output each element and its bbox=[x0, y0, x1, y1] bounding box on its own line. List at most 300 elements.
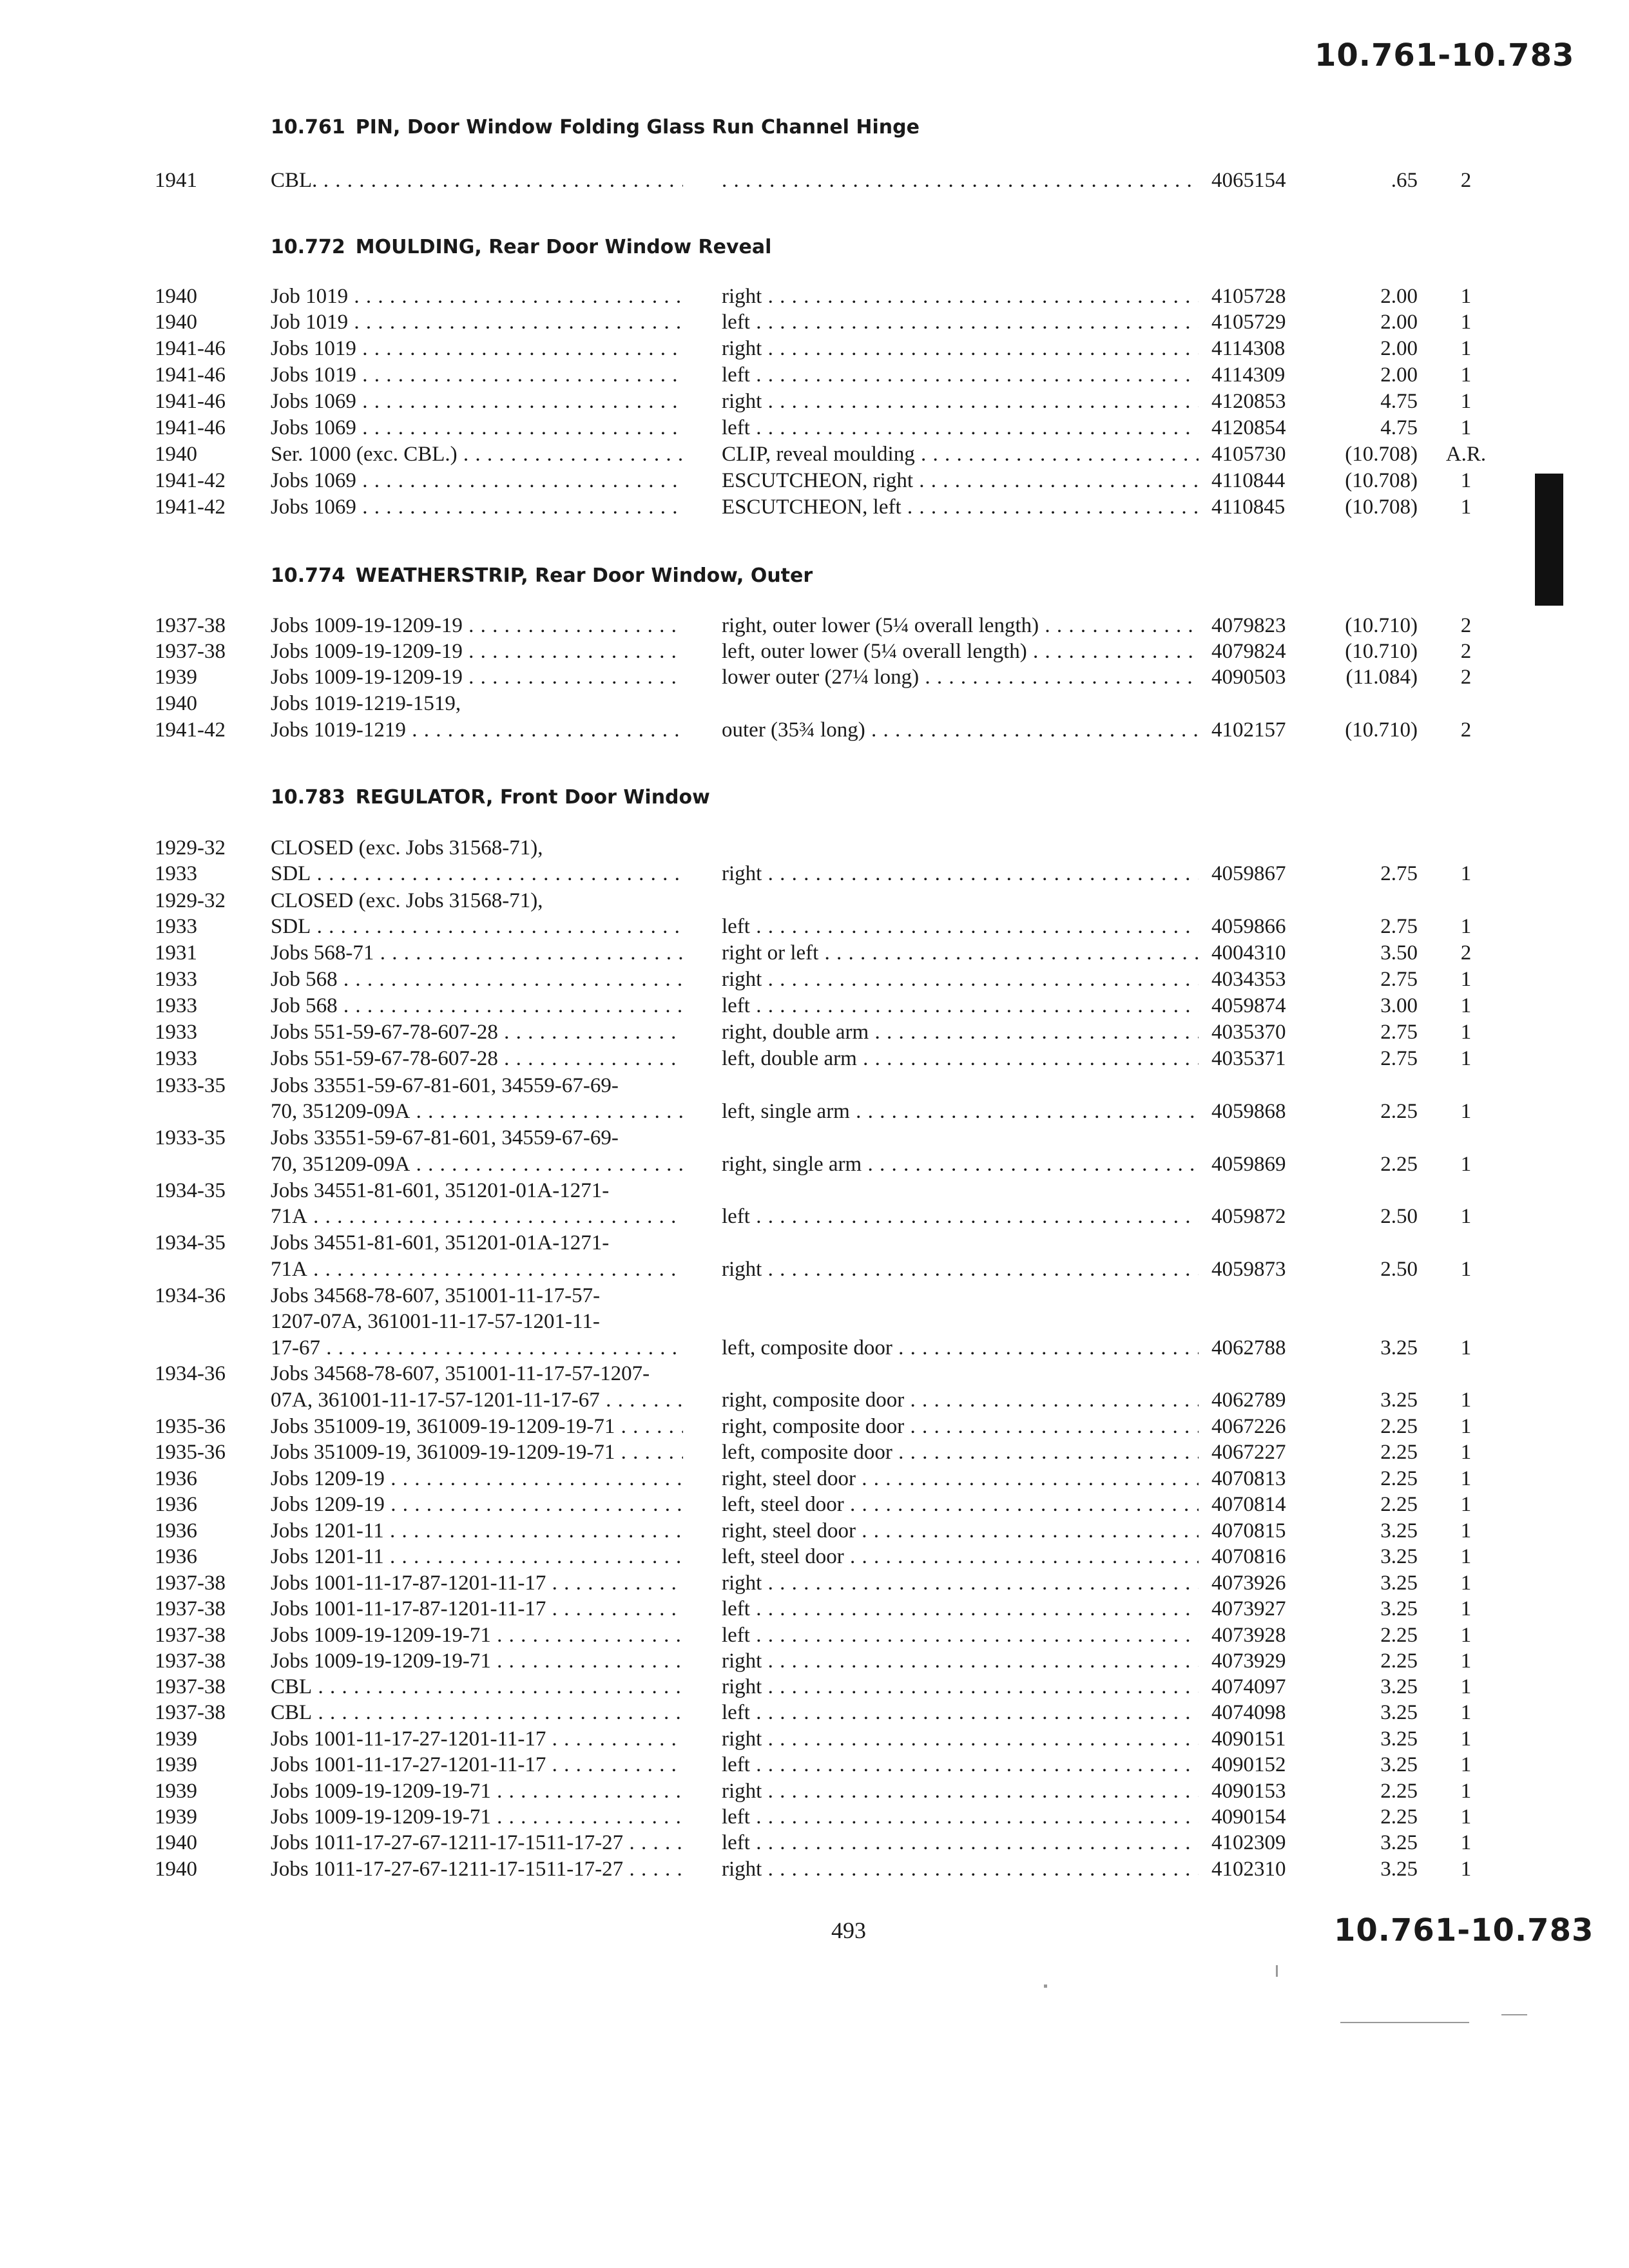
parts-row bbox=[0, 311, 1629, 336]
part-position: left . . . bbox=[722, 416, 1199, 440]
list-price: (10.710) bbox=[1345, 640, 1418, 663]
list-price: 2.25 bbox=[1380, 1780, 1418, 1803]
part-position: CLIP, reveal moulding . . . bbox=[722, 443, 1199, 466]
quantity: 2 bbox=[1460, 640, 1472, 663]
section-heading bbox=[271, 236, 771, 258]
model-year: 1934-35 bbox=[155, 1231, 226, 1254]
part-number: 4090153 bbox=[1211, 1780, 1286, 1803]
model-year: 1936 bbox=[155, 1493, 197, 1516]
body-description: Jobs 1209-19 . . . bbox=[271, 1493, 683, 1517]
parts-row bbox=[0, 1780, 1629, 1805]
quantity: 1 bbox=[1460, 1519, 1472, 1542]
parts-row bbox=[0, 1675, 1629, 1701]
parts-row bbox=[0, 889, 1629, 915]
part-number: 4079823 bbox=[1211, 614, 1286, 637]
part-number: 4070814 bbox=[1211, 1493, 1286, 1516]
quantity: 2 bbox=[1460, 614, 1472, 637]
part-position: right . . . bbox=[722, 1258, 1199, 1282]
list-price: 3.50 bbox=[1380, 941, 1418, 965]
body-description: Jobs 551-59-67-78-607-28 . . . bbox=[271, 1047, 683, 1071]
part-position: left . . . bbox=[722, 1753, 1199, 1777]
body-description: Jobs 1009-19-1209-19-71 . . . bbox=[271, 1624, 683, 1648]
model-year: 1936 bbox=[155, 1467, 197, 1490]
model-year: 1940 bbox=[155, 311, 197, 334]
part-number: 4073928 bbox=[1211, 1624, 1286, 1647]
part-number: 4067226 bbox=[1211, 1415, 1286, 1438]
body-description: Jobs 568-71 . . . bbox=[271, 941, 683, 965]
model-year: 1934-35 bbox=[155, 1179, 226, 1202]
part-number: 4073926 bbox=[1211, 1571, 1286, 1595]
part-number: 4074098 bbox=[1211, 1701, 1286, 1724]
model-year: 1937-38 bbox=[155, 1597, 226, 1620]
parts-row bbox=[0, 1126, 1629, 1152]
body-description: Jobs 1069 . . . bbox=[271, 469, 683, 493]
list-price: 3.00 bbox=[1380, 994, 1418, 1017]
list-price: 2.50 bbox=[1380, 1258, 1418, 1281]
parts-row bbox=[0, 1441, 1629, 1466]
part-position: left . . . bbox=[722, 1624, 1199, 1648]
parts-row bbox=[0, 1021, 1629, 1046]
part-position: left . . . bbox=[722, 915, 1199, 939]
parts-row bbox=[0, 1649, 1629, 1675]
parts-row bbox=[0, 1805, 1629, 1831]
list-price: (10.708) bbox=[1345, 495, 1418, 519]
part-position: right, composite door . . . bbox=[722, 1415, 1199, 1439]
body-description: Jobs 551-59-67-78-607-28 . . . bbox=[271, 1021, 683, 1044]
body-description: Jobs 1001-11-17-87-1201-11-17 . . . bbox=[271, 1597, 683, 1621]
parts-row bbox=[0, 285, 1629, 311]
list-price: 2.00 bbox=[1380, 337, 1418, 360]
section-title: REGULATOR, Front Door Window bbox=[355, 786, 710, 809]
quantity: 1 bbox=[1460, 1753, 1472, 1776]
parts-row bbox=[0, 1336, 1629, 1362]
body-description: 17-67 . . . bbox=[271, 1336, 683, 1360]
body-description: 71A . . . bbox=[271, 1205, 683, 1229]
model-year: 1933 bbox=[155, 1047, 197, 1070]
parts-row bbox=[0, 718, 1629, 744]
body-description: Jobs 1001-11-17-27-1201-11-17 . . . bbox=[271, 1727, 683, 1751]
quantity: 1 bbox=[1460, 1100, 1472, 1123]
quantity: 1 bbox=[1460, 1675, 1472, 1698]
parts-row bbox=[0, 416, 1629, 442]
list-price: 3.25 bbox=[1380, 1519, 1418, 1542]
body-description: Jobs 34568-78-607, 351001-11-17-57- bbox=[271, 1284, 601, 1307]
part-position: right . . . bbox=[722, 1727, 1199, 1751]
parts-row bbox=[0, 1205, 1629, 1231]
model-year: 1931 bbox=[155, 941, 197, 965]
parts-row bbox=[0, 1074, 1629, 1100]
part-number: 4059868 bbox=[1211, 1100, 1286, 1123]
body-description: Jobs 1009-19-1209-19 . . . bbox=[271, 640, 683, 664]
model-year: 1941-42 bbox=[155, 718, 226, 742]
part-number: 4090151 bbox=[1211, 1727, 1286, 1751]
body-description: Jobs 1069 . . . bbox=[271, 495, 683, 519]
model-year: 1939 bbox=[155, 1753, 197, 1776]
part-number: 4090152 bbox=[1211, 1753, 1286, 1776]
list-price: 2.25 bbox=[1380, 1415, 1418, 1438]
list-price: 4.75 bbox=[1380, 416, 1418, 439]
parts-row bbox=[0, 915, 1629, 941]
parts-row bbox=[0, 1258, 1629, 1283]
parts-row bbox=[0, 862, 1629, 888]
model-year: 1941-42 bbox=[155, 495, 226, 519]
body-description: Job 1019 . . . bbox=[271, 311, 683, 334]
part-number: 4102309 bbox=[1211, 1831, 1286, 1854]
parts-row bbox=[0, 469, 1629, 495]
model-year: 1940 bbox=[155, 285, 197, 308]
body-description: CBL. . . . bbox=[271, 169, 683, 193]
parts-row bbox=[0, 1753, 1629, 1779]
body-description: Jobs 351009-19, 361009-19-1209-19-71 . . . bbox=[271, 1415, 683, 1439]
body-description: Jobs 34568-78-607, 351001-11-17-57-1207- bbox=[271, 1362, 650, 1385]
quantity: 1 bbox=[1460, 1624, 1472, 1647]
part-position: left . . . bbox=[722, 1597, 1199, 1621]
part-number: 4059866 bbox=[1211, 915, 1286, 938]
model-year: 1937-38 bbox=[155, 1624, 226, 1647]
body-description: Jobs 33551-59-67-81-601, 34559-67-69- bbox=[271, 1074, 619, 1097]
body-description: Jobs 1009-19-1209-19 . . . bbox=[271, 614, 683, 638]
model-year: 1929-32 bbox=[155, 889, 226, 912]
part-number: 4062789 bbox=[1211, 1389, 1286, 1412]
page-number: 493 bbox=[831, 1917, 866, 1943]
quantity: 1 bbox=[1460, 1205, 1472, 1228]
parts-row bbox=[0, 1284, 1629, 1310]
part-position: right, composite door . . . bbox=[722, 1389, 1199, 1412]
quantity: 1 bbox=[1460, 1858, 1472, 1881]
body-description: Jobs 34551-81-601, 351201-01A-1271- bbox=[271, 1231, 610, 1254]
quantity: 1 bbox=[1460, 1467, 1472, 1490]
parts-row bbox=[0, 443, 1629, 468]
parts-row bbox=[0, 968, 1629, 994]
parts-row bbox=[0, 614, 1629, 640]
list-price: 2.00 bbox=[1380, 311, 1418, 334]
part-position: left . . . bbox=[722, 311, 1199, 334]
quantity: 1 bbox=[1460, 1831, 1472, 1854]
model-year: 1933 bbox=[155, 994, 197, 1017]
part-position: right, steel door . . . bbox=[722, 1519, 1199, 1543]
model-year: 1934-36 bbox=[155, 1284, 226, 1307]
model-year: 1937-38 bbox=[155, 1701, 226, 1724]
part-number: 4059867 bbox=[1211, 862, 1286, 885]
list-price: 4.75 bbox=[1380, 390, 1418, 413]
body-description: Jobs 33551-59-67-81-601, 34559-67-69- bbox=[271, 1126, 619, 1149]
parts-row bbox=[0, 1153, 1629, 1178]
body-description: SDL . . . bbox=[271, 915, 683, 939]
quantity: 1 bbox=[1460, 1780, 1472, 1803]
quantity: 1 bbox=[1460, 1153, 1472, 1176]
quantity: 1 bbox=[1460, 390, 1472, 413]
part-number: 4035370 bbox=[1211, 1021, 1286, 1044]
model-year: 1933 bbox=[155, 1021, 197, 1044]
model-year: 1941-46 bbox=[155, 363, 226, 387]
part-position: right . . . bbox=[722, 968, 1199, 992]
parts-row bbox=[0, 1545, 1629, 1571]
list-price: 3.25 bbox=[1380, 1753, 1418, 1776]
part-position: right . . . bbox=[722, 862, 1199, 886]
quantity: 1 bbox=[1460, 1493, 1472, 1516]
model-year: 1933-35 bbox=[155, 1126, 226, 1149]
part-number: 4034353 bbox=[1211, 968, 1286, 991]
quantity: 2 bbox=[1460, 169, 1472, 192]
list-price: 3.25 bbox=[1380, 1597, 1418, 1620]
part-position: lower outer (27¼ long) . . . bbox=[722, 666, 1199, 689]
part-number: 4090154 bbox=[1211, 1805, 1286, 1829]
list-price: 3.25 bbox=[1380, 1389, 1418, 1412]
section-heading bbox=[271, 116, 920, 139]
model-year: 1929-32 bbox=[155, 836, 226, 860]
parts-row bbox=[0, 640, 1629, 666]
body-description: CBL . . . bbox=[271, 1675, 683, 1699]
quantity: 1 bbox=[1460, 1389, 1472, 1412]
part-number: 4035371 bbox=[1211, 1047, 1286, 1070]
section-heading bbox=[271, 564, 813, 587]
list-price: 3.25 bbox=[1380, 1727, 1418, 1751]
part-position: left, steel door . . . bbox=[722, 1493, 1199, 1517]
section-code: 10.772 bbox=[271, 236, 345, 258]
part-position: left . . . bbox=[722, 994, 1199, 1018]
model-year: 1939 bbox=[155, 666, 197, 689]
part-number: 4105730 bbox=[1211, 443, 1286, 466]
part-position: right or left . . . bbox=[722, 941, 1199, 965]
body-description: Jobs 1011-17-27-67-1211-17-1511-17-27 . . . bbox=[271, 1831, 683, 1855]
body-description: Job 568 . . . bbox=[271, 968, 683, 992]
part-number: 4070815 bbox=[1211, 1519, 1286, 1542]
body-description: 71A . . . bbox=[271, 1258, 683, 1282]
quantity: 1 bbox=[1460, 469, 1472, 492]
part-position: right . . . bbox=[722, 1675, 1199, 1699]
part-number: 4074097 bbox=[1211, 1675, 1286, 1698]
model-year: 1933 bbox=[155, 862, 197, 885]
parts-row bbox=[0, 1831, 1629, 1857]
list-price: (10.710) bbox=[1345, 718, 1418, 742]
list-price: .65 bbox=[1391, 169, 1418, 192]
body-description: Jobs 1019 . . . bbox=[271, 337, 683, 361]
quantity: 1 bbox=[1460, 1441, 1472, 1464]
part-position: right, steel door . . . bbox=[722, 1467, 1199, 1491]
list-price: 3.25 bbox=[1380, 1858, 1418, 1881]
part-number: 4110844 bbox=[1211, 469, 1286, 492]
quantity: 1 bbox=[1460, 994, 1472, 1017]
quantity: 1 bbox=[1460, 1597, 1472, 1620]
list-price: 2.25 bbox=[1380, 1649, 1418, 1673]
model-year: 1941-46 bbox=[155, 390, 226, 413]
model-year: 1937-38 bbox=[155, 1649, 226, 1673]
list-price: 2.75 bbox=[1380, 915, 1418, 938]
part-number: 4059874 bbox=[1211, 994, 1286, 1017]
list-price: 2.75 bbox=[1380, 1047, 1418, 1070]
part-position: ESCUTCHEON, left . . . bbox=[722, 495, 1199, 519]
body-description: CLOSED (exc. Jobs 31568-71), bbox=[271, 889, 543, 912]
part-number: 4070813 bbox=[1211, 1467, 1286, 1490]
list-price: 2.25 bbox=[1380, 1493, 1418, 1516]
parts-row bbox=[0, 692, 1629, 718]
part-position: left . . . bbox=[722, 1205, 1199, 1229]
list-price: 2.75 bbox=[1380, 968, 1418, 991]
quantity: 1 bbox=[1460, 337, 1472, 360]
section-code: 10.761 bbox=[271, 116, 345, 139]
body-description: Jobs 1009-19-1209-19-71 . . . bbox=[271, 1649, 683, 1673]
body-description: Jobs 1069 . . . bbox=[271, 416, 683, 440]
model-year: 1939 bbox=[155, 1780, 197, 1803]
part-number: 4073927 bbox=[1211, 1597, 1286, 1620]
model-year: 1936 bbox=[155, 1545, 197, 1568]
section-title: PIN, Door Window Folding Glass Run Channel Hinge bbox=[355, 116, 920, 139]
model-year: 1935-36 bbox=[155, 1441, 226, 1464]
model-year: 1933 bbox=[155, 915, 197, 938]
parts-row bbox=[0, 1362, 1629, 1388]
body-description: Jobs 1209-19 . . . bbox=[271, 1467, 683, 1491]
list-price: 2.75 bbox=[1380, 1021, 1418, 1044]
list-price: 3.25 bbox=[1380, 1545, 1418, 1568]
part-number: 4102310 bbox=[1211, 1858, 1286, 1881]
quantity: 1 bbox=[1460, 1805, 1472, 1829]
list-price: 2.25 bbox=[1380, 1441, 1418, 1464]
part-number: 4120853 bbox=[1211, 390, 1286, 413]
section-code: 10.774 bbox=[271, 564, 345, 587]
quantity: 2 bbox=[1460, 941, 1472, 965]
body-description: Jobs 1001-11-17-87-1201-11-17 . . . bbox=[271, 1571, 683, 1595]
parts-row bbox=[0, 1597, 1629, 1623]
part-number: 4059872 bbox=[1211, 1205, 1286, 1228]
parts-row bbox=[0, 941, 1629, 967]
quantity: 1 bbox=[1460, 1415, 1472, 1438]
part-number: 4059873 bbox=[1211, 1258, 1286, 1281]
parts-row bbox=[0, 363, 1629, 389]
part-number: 4110845 bbox=[1211, 495, 1286, 519]
body-description: Job 1019 . . . bbox=[271, 285, 683, 309]
parts-row bbox=[0, 1727, 1629, 1753]
part-number: 4004310 bbox=[1211, 941, 1286, 965]
part-number: 4079824 bbox=[1211, 640, 1286, 663]
parts-row bbox=[0, 1231, 1629, 1257]
model-year: 1937-38 bbox=[155, 614, 226, 637]
part-position: right . . . bbox=[722, 285, 1199, 309]
model-year: 1940 bbox=[155, 1831, 197, 1854]
part-number: 4105729 bbox=[1211, 311, 1286, 334]
quantity: 1 bbox=[1460, 1021, 1472, 1044]
body-description: Jobs 1009-19-1209-19-71 . . . bbox=[271, 1805, 683, 1829]
part-position: left . . . bbox=[722, 1805, 1199, 1829]
header-section-range: 10.761-10.783 bbox=[1315, 37, 1575, 73]
parts-row bbox=[0, 1179, 1629, 1205]
model-year: 1939 bbox=[155, 1805, 197, 1829]
part-position: right, single arm . . . bbox=[722, 1153, 1199, 1177]
body-description: Jobs 34551-81-601, 351201-01A-1271- bbox=[271, 1179, 610, 1202]
body-description: SDL . . . bbox=[271, 862, 683, 886]
model-year: 1940 bbox=[155, 1858, 197, 1881]
list-price: (10.708) bbox=[1345, 469, 1418, 492]
parts-row bbox=[0, 1571, 1629, 1597]
body-description: Jobs 1009-19-1209-19-71 . . . bbox=[271, 1780, 683, 1803]
parts-row bbox=[0, 1047, 1629, 1073]
body-description: Jobs 1069 . . . bbox=[271, 390, 683, 414]
list-price: 2.25 bbox=[1380, 1100, 1418, 1123]
model-year: 1933-35 bbox=[155, 1074, 226, 1097]
section-heading bbox=[271, 786, 710, 809]
model-year: 1936 bbox=[155, 1519, 197, 1542]
parts-row bbox=[0, 1415, 1629, 1441]
quantity: 1 bbox=[1460, 1701, 1472, 1724]
body-description: Jobs 1009-19-1209-19 . . . bbox=[271, 666, 683, 689]
quantity: 2 bbox=[1460, 718, 1472, 742]
body-description: Ser. 1000 (exc. CBL.) . . . bbox=[271, 443, 683, 466]
list-price: 2.25 bbox=[1380, 1153, 1418, 1176]
parts-row bbox=[0, 666, 1629, 691]
part-position: left, composite door . . . bbox=[722, 1441, 1199, 1465]
footer-section-range: 10.761-10.783 bbox=[1334, 1912, 1594, 1948]
quantity: 1 bbox=[1460, 1545, 1472, 1568]
part-position: right . . . bbox=[722, 1649, 1199, 1673]
quantity: 1 bbox=[1460, 495, 1472, 519]
model-year: 1941 bbox=[155, 169, 197, 192]
part-number: 4102157 bbox=[1211, 718, 1286, 742]
quantity: 1 bbox=[1460, 311, 1472, 334]
list-price: 3.25 bbox=[1380, 1701, 1418, 1724]
body-description: Jobs 1019 . . . bbox=[271, 363, 683, 387]
quantity: 2 bbox=[1460, 666, 1472, 689]
parts-row bbox=[0, 994, 1629, 1020]
part-number: 4062788 bbox=[1211, 1336, 1286, 1360]
parts-row bbox=[0, 169, 1629, 195]
quantity: 1 bbox=[1460, 915, 1472, 938]
part-number: 4073929 bbox=[1211, 1649, 1286, 1673]
quantity: 1 bbox=[1460, 1649, 1472, 1673]
quantity: 1 bbox=[1460, 1258, 1472, 1281]
parts-row bbox=[0, 495, 1629, 521]
quantity: A.R. bbox=[1445, 443, 1487, 466]
part-position: right . . . bbox=[722, 1858, 1199, 1881]
parts-row bbox=[0, 1467, 1629, 1493]
list-price: (10.710) bbox=[1345, 614, 1418, 637]
section-title: WEATHERSTRIP, Rear Door Window, Outer bbox=[355, 564, 813, 587]
model-year: 1941-42 bbox=[155, 469, 226, 492]
model-year: 1934-36 bbox=[155, 1362, 226, 1385]
part-number: 4067227 bbox=[1211, 1441, 1286, 1464]
section-title: MOULDING, Rear Door Window Reveal bbox=[355, 236, 772, 258]
body-description: 70, 351209-09A . . . bbox=[271, 1153, 683, 1177]
parts-row bbox=[0, 1310, 1629, 1336]
body-description: 1207-07A, 361001-11-17-57-1201-11- bbox=[271, 1310, 600, 1333]
model-year: 1940 bbox=[155, 443, 197, 466]
part-number: 4065154 bbox=[1211, 169, 1286, 192]
part-position: left, composite door . . . bbox=[722, 1336, 1199, 1360]
parts-row bbox=[0, 1100, 1629, 1126]
list-price: 3.25 bbox=[1380, 1336, 1418, 1360]
part-position: outer (35¾ long) . . . bbox=[722, 718, 1199, 742]
model-year: 1935-36 bbox=[155, 1415, 226, 1438]
parts-row bbox=[0, 390, 1629, 416]
part-position: left, double arm . . . bbox=[722, 1047, 1199, 1071]
parts-row bbox=[0, 1519, 1629, 1545]
part-number: 4114308 bbox=[1211, 337, 1286, 360]
part-number: 4090503 bbox=[1211, 666, 1286, 689]
part-position: ESCUTCHEON, right . . . bbox=[722, 469, 1199, 493]
model-year: 1937-38 bbox=[155, 1675, 226, 1698]
list-price: 2.25 bbox=[1380, 1805, 1418, 1829]
part-number: 4114309 bbox=[1211, 363, 1286, 387]
body-description: CBL . . . bbox=[271, 1701, 683, 1725]
parts-row bbox=[0, 1858, 1629, 1883]
model-year: 1941-46 bbox=[155, 416, 226, 439]
part-position: right . . . bbox=[722, 1780, 1199, 1803]
list-price: 2.25 bbox=[1380, 1624, 1418, 1647]
parts-row bbox=[0, 1493, 1629, 1519]
quantity: 1 bbox=[1460, 363, 1472, 387]
quantity: 1 bbox=[1460, 862, 1472, 885]
body-description: Jobs 1019-1219 . . . bbox=[271, 718, 683, 742]
list-price: 2.50 bbox=[1380, 1205, 1418, 1228]
part-position: right, double arm . . . bbox=[722, 1021, 1199, 1044]
